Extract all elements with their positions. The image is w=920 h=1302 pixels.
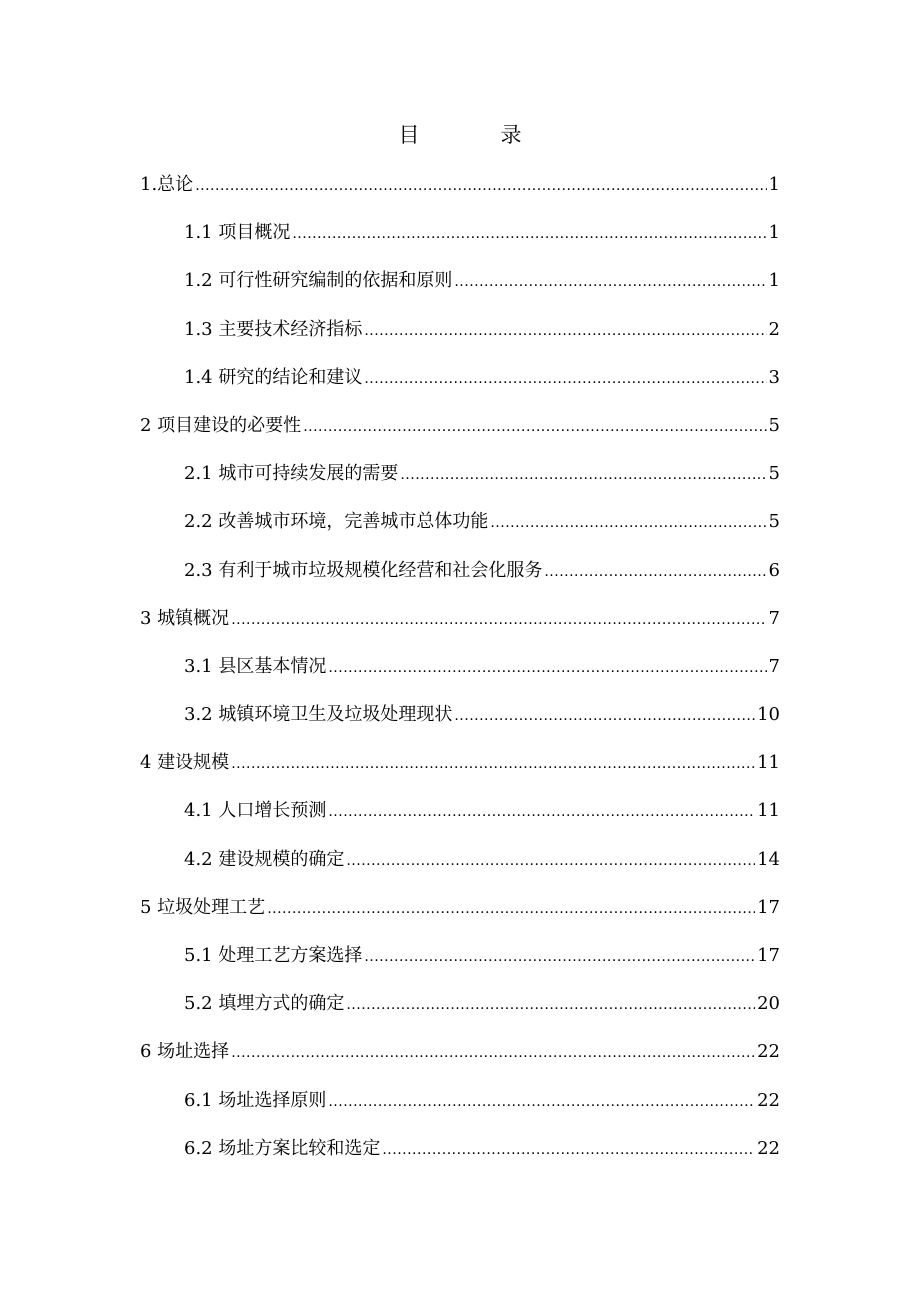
- table-of-contents: [140, 168, 780, 1180]
- dot-leader: [400, 458, 766, 492]
- toc-entry: [140, 650, 780, 698]
- toc-entry: [140, 313, 780, 361]
- toc-entry-text: 3.1 县区基本情况: [184, 655, 327, 677]
- toc-entry-text: 4.1 人口增长预测: [184, 800, 327, 822]
- dot-leader: [454, 265, 766, 299]
- toc-entry: [140, 987, 780, 1035]
- dot-leader: [231, 603, 766, 637]
- toc-entry-text: 1.4 研究的结论和建议: [184, 366, 363, 388]
- dot-leader: [346, 844, 755, 878]
- dot-leader: [364, 362, 766, 396]
- toc-entry-text: 1.3 主要技术经济指标: [184, 318, 363, 340]
- toc-entry: [140, 843, 780, 891]
- toc-entry-text: 6 场址选择: [140, 1041, 230, 1063]
- toc-page-number: 17: [757, 896, 780, 918]
- toc-page-number: 3: [768, 366, 780, 388]
- toc-entry: [140, 409, 780, 457]
- toc-entry: [140, 505, 780, 553]
- toc-entry: [140, 361, 780, 409]
- toc-entry-text: 2.3 有利于城市垃圾规模化经营和社会化服务: [184, 559, 543, 581]
- dot-leader: [292, 217, 766, 251]
- toc-entry: [140, 746, 780, 794]
- dot-leader: [303, 410, 766, 444]
- dot-leader: [364, 314, 766, 348]
- toc-page-number: 7: [768, 655, 780, 677]
- dot-leader: [231, 1036, 755, 1070]
- toc-page-number: 1: [768, 222, 780, 244]
- toc-entry: [140, 1035, 780, 1083]
- toc-page-number: 14: [757, 848, 780, 870]
- toc-entry-text: 5.1 处理工艺方案选择: [184, 945, 363, 966]
- toc-entry: [140, 698, 780, 746]
- toc-entry-text: 5 垃圾处理工艺: [140, 896, 266, 918]
- toc-entry-text: 3.2 城镇环境卫生及垃圾处理现状: [184, 704, 453, 726]
- toc-entry: [140, 168, 780, 216]
- toc-page-number: 22: [757, 1041, 780, 1063]
- toc-title: 目 录: [398, 123, 552, 147]
- dot-leader: [364, 940, 755, 974]
- toc-page-number: 11: [757, 752, 780, 774]
- toc-entry: [140, 1132, 780, 1180]
- toc-page-number: 1: [768, 174, 780, 195]
- toc-entry-text: 6.1 场址选择原则: [184, 1089, 327, 1111]
- dot-leader: [382, 1133, 755, 1167]
- toc-entry: [140, 264, 780, 312]
- toc-entry: [140, 891, 780, 939]
- toc-page-number: 1: [768, 270, 780, 292]
- dot-leader: [454, 699, 755, 733]
- toc-entry: [140, 602, 780, 650]
- toc-entry-text: 5.2 填埋方式的确定: [184, 993, 345, 1015]
- toc-entry-text: 3 城镇概况: [140, 607, 230, 629]
- toc-entry-text: 2.2 改善城市环境，完善城市总体功能: [184, 511, 489, 533]
- toc-page-number: 22: [757, 1137, 780, 1159]
- toc-page-number: 5: [768, 414, 780, 436]
- toc-entry-text: 4.2 建设规模的确定: [184, 848, 345, 870]
- toc-page-number: 2: [768, 318, 780, 340]
- dot-leader: [328, 795, 755, 829]
- dot-leader: [490, 506, 766, 540]
- toc-page-number: 17: [757, 945, 780, 966]
- toc-entry-text: 4 建设规模: [140, 752, 230, 774]
- dot-leader: [328, 651, 766, 685]
- toc-page-number: 10: [757, 704, 780, 726]
- toc-page-number: 6: [768, 559, 780, 581]
- dot-leader: [231, 747, 755, 781]
- toc-entry-text: 1.总论: [140, 174, 194, 195]
- toc-entry: [140, 457, 780, 505]
- toc-page-number: 11: [757, 800, 780, 822]
- toc-page-number: 22: [757, 1089, 780, 1111]
- toc-entry-text: 6.2 场址方案比较和选定: [184, 1137, 381, 1159]
- toc-entry: [140, 794, 780, 842]
- dot-leader: [328, 1085, 755, 1119]
- dot-leader: [346, 988, 755, 1022]
- toc-entry-text: 2.1 城市可持续发展的需要: [184, 463, 399, 485]
- toc-entry: [140, 216, 780, 264]
- toc-entry: [140, 554, 780, 602]
- toc-page-number: 20: [757, 993, 780, 1015]
- toc-page-number: 5: [768, 511, 780, 533]
- dot-leader: [267, 892, 755, 926]
- toc-entry: [140, 1084, 780, 1132]
- toc-entry: [140, 939, 780, 987]
- toc-entry-text: 1.1 项目概况: [184, 222, 291, 244]
- toc-entry-text: 2 项目建设的必要性: [140, 414, 302, 436]
- toc-page-number: 7: [768, 607, 780, 629]
- toc-entry-text: 1.2 可行性研究编制的依据和原则: [184, 270, 453, 292]
- dot-leader: [544, 555, 766, 589]
- dot-leader: [195, 169, 766, 203]
- toc-page-number: 5: [768, 463, 780, 485]
